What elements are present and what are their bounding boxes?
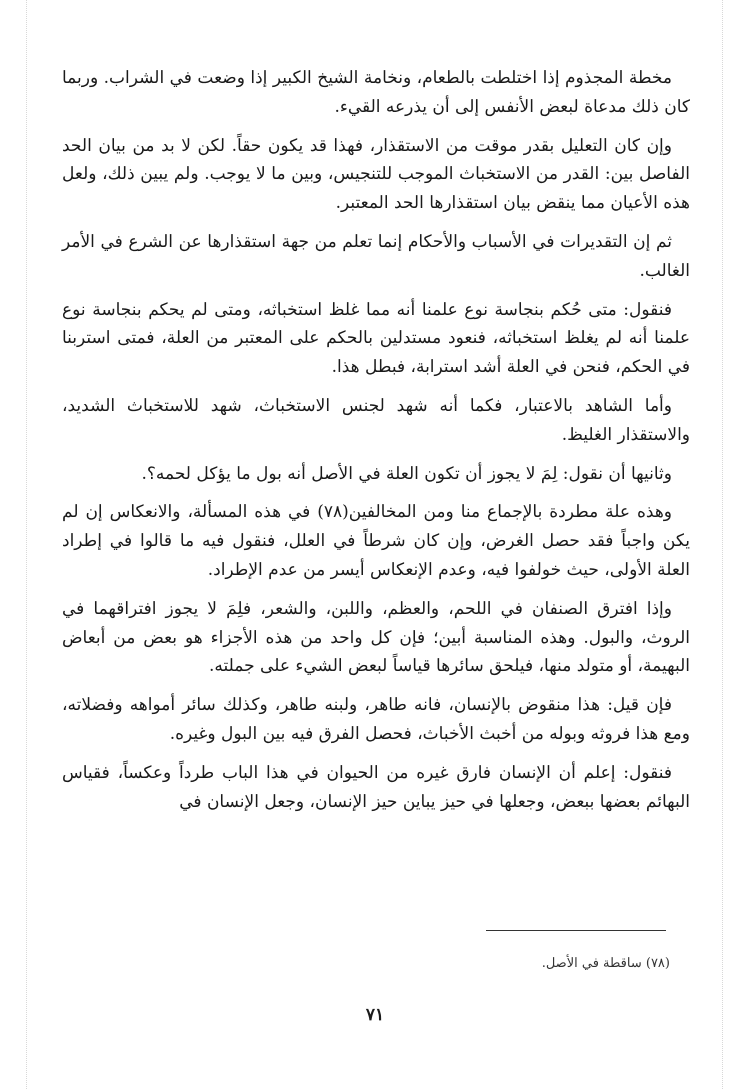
body-text	[62, 64, 690, 826]
paragraph-10: فنقول: إعلم أن الإنسان فارق غيره من الحيوان في هذا الباب طرداً وعكساً، فقياس البهائم بعضها ببعض، وجعلها في حيز يباين حيز الإنسان، وجعل الإنسان في	[62, 762, 690, 812]
scan-edge-right	[722, 0, 723, 1089]
paragraph-1: مخطة المجذوم إذا اختلطت بالطعام، ونخامة الشيخ الكبير إذا وضعت في الشراب. وربما كان ذلك مدعاة لبعض الأنفس إلى أن يذرعه القيء.	[62, 68, 690, 117]
paragraph-6: وثانيها أن نقول: لِمَ لا يجوز أن تكون العلة في الأصل أنه بول ما يؤكل لحمه؟.	[141, 463, 672, 484]
paragraph-8: وإذا افترق الصنفان في اللحم، والعظم، واللبن، والشعر، فلِمَ لا يجوز افتراقهما في الروث، والبول. وهذه المناسبة أبين؛ فإن كل واحد من هذه الأجزاء هو بعض من أبعاض البهيمة، أو متولد منها، فيلحق سائرها قياساً لبعض الشيء على جملته.	[62, 598, 690, 677]
footnote: (٧٨) ساقطة في الأصل.	[541, 956, 670, 971]
paragraph-3: ثم إن التقديرات في الأسباب والأحكام إنما تعلم من جهة استقذارها عن الشرع في الأمر الغالب.	[62, 231, 690, 281]
paragraph-2: وإن كان التعليل بقدر موقت من الاستقذار، فهذا قد يكون حقاً. لكن لا بد من بيان الحد الفاصل بين: القدر من الاستخباث الموجب للتنجيس، وبين ما لا يوجب. ولم يبين ذلك، ولعل هذه الأعيان مما ينقض بيان استقذارها الحد المعتبر.	[62, 135, 690, 214]
page-number: ٧١	[365, 1005, 385, 1025]
paragraph-4: فنقول: متى حُكم بنجاسة نوع علمنا أنه مما غلظ استخباثه، ومتى لم يحكم بنجاسة نوع علمنا أنه لم يغلظ استخباثه، فنعود مستدلين بالحكم على المعتبر من العلة، فمتى استربنا في الحكم، فنحن في العلة أشد استرابة، فبطل هذا.	[62, 299, 690, 378]
footnote-divider	[486, 930, 666, 931]
paragraph-5: وأما الشاهد بالاعتبار، فكما أنه شهد لجنس الاستخباث، شهد للاستخباث الشديد، والاستقذار الغليظ.	[62, 395, 690, 445]
scan-edge-left	[26, 0, 27, 1089]
paragraph-7: وهذه علة مطردة بالإجماع منا ومن المخالفين(٧٨) في هذه المسألة، والانعكاس إن لم يكن واجباً فقد حصل الغرض، وإن كان شرطاً في العلل، فنقول فيه ما قالوا في إطراد العلة الأولى، حيث خولفوا فيه، وعدم الإنعكاس أيسر من عدم الإطراد.	[62, 502, 690, 580]
paragraph-9: فإن قيل: هذا منقوض بالإنسان، فانه طاهر، ولبنه طاهر، وكذلك سائر أمواهه وفضلاته، ومع هذا فروثه وبوله من أخبث الأخباث، فحصل الفرق فيه بين البول وغيره.	[62, 695, 690, 744]
